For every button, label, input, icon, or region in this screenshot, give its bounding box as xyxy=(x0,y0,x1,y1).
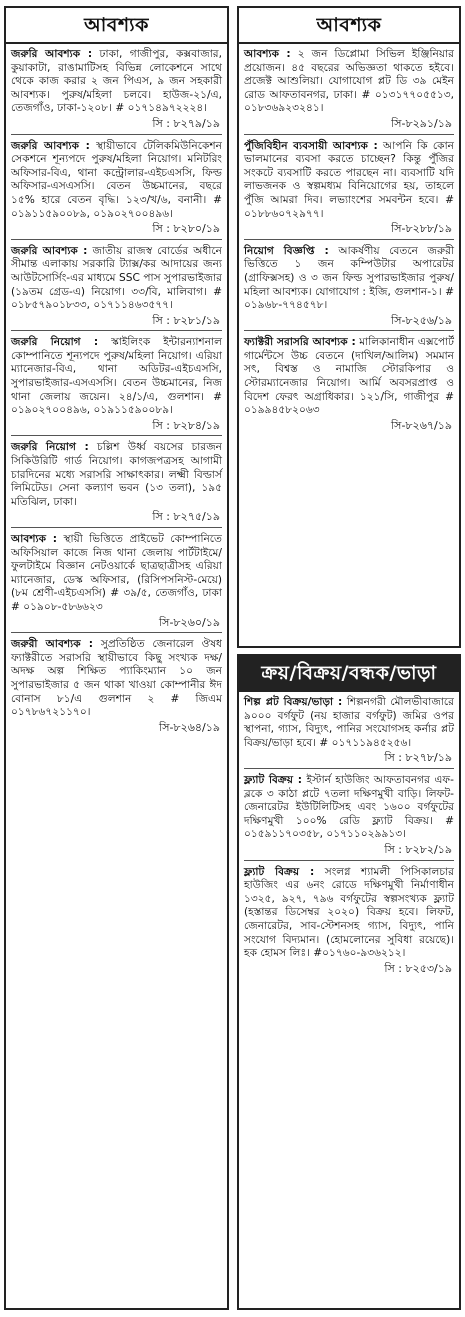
ad-code: সি : ৮২৮১/১৯ xyxy=(152,313,220,327)
classified-ad xyxy=(11,441,222,528)
ads-list xyxy=(6,44,227,737)
ad-title: ফ্যাক্টরী সরাসরি আবশ্যক : xyxy=(244,336,356,349)
ad-code: সি : ৮২৮০/১৯ xyxy=(152,222,220,236)
ad-title: জরুরি নিয়োগ : xyxy=(11,336,99,349)
ad-title: আবশ্যক : xyxy=(244,48,291,60)
ad-code: সি : ৮২৭৫/১৯ xyxy=(152,510,220,524)
ad-code: সি : ৮২৫৩/১৯ xyxy=(384,961,452,975)
ad-code: সি-৮২৬৭/১৯ xyxy=(391,418,452,432)
ad-title: জরুরি আবশ্যক : xyxy=(11,139,90,152)
column-header: ক্রয়/বিক্রয়/বন্ধক/ভাড়া xyxy=(239,656,459,692)
ad-body: চল্লিশ উর্ধ্ব বয়সের চারজন সিকিউরিটি গার্ড নিয়োগ। কাগজপত্রসহ আগামী চারদিনের মধ্যে সরাসরি সাক্ষাৎকার। লক্ষ্মী বিল্ডার্স লিমিটেড। সেনা কল্যাণ ভবন (১৩ তলা), ১৯৫ মতিঝিল, ঢাকা। xyxy=(11,441,222,508)
ad-body: মালিকানাধীন এক্সপোর্ট গার্মেন্টসে উচ্চ বেতনে (দাখিল/আলিম) সমমান সৎ, বিশ্বস্ত ও নামাজি স্টোরকিপার ও স্টোরম্যানেজার নিয়োগ। আর্মি অবসরপ্রাপ্ত ও বিদেশ ফেরৎ অগ্রাধিকার। ১২১/সি, গাজীপুর # ০১৯৯৪৫৮২০৬৩ xyxy=(244,336,454,417)
ad-title: পুঁজিবিহীন ব্যবসায়ী আবশ্যক : xyxy=(244,139,378,152)
ad-body: স্কাইলিংক ইন্টারন্যাশনাল কোম্পানিতে শূন্যপদে পুরুষ/মহিলা নিয়োগ। এরিয়া ম্যানেজার-বিএ, থানা অডিটর-এইচএসসি, সুপারভাইজার-এসএসসি। বেতন উচ্চমানের, নিজ থানা জেলায় জয়েন। ২৪/১/এ, গুলশান। # ০১৯০২৭০০৪৯৬, ০১৯১১৫৯০০৮৯। xyxy=(11,336,222,417)
classified-ad xyxy=(244,245,454,332)
column-header: আবশ্যক xyxy=(239,8,459,44)
ad-code: সি : ৮২৭৮/১৯ xyxy=(384,751,452,765)
column-header: আবশ্যক xyxy=(6,8,227,44)
ad-title: ফ্ল্যাট বিক্রয় : xyxy=(244,865,315,878)
ads-list xyxy=(239,44,459,435)
ad-title: ফ্ল্যাট বিক্রয় : xyxy=(244,773,303,786)
ad-body: ২ জন ডিপ্লোমা সিভিল ইঞ্জিনিয়ার প্রয়োজন। ৪৫ বছরের অভিজ্ঞতা থাকতে হইবে। প্রজেক্ট আশুলিয়া। যোগাযোগ প্লট ডি ৩৯ মেইন রোড আফতাবনগর, ঢাকা। # ০১৩১৭৭০৫৫১৩, ০১৮৩৬৯২৩২৪১। xyxy=(244,48,454,115)
classified-ad xyxy=(244,696,454,769)
classified-ad xyxy=(11,533,222,633)
ad-body: স্থায়ীভাবে টেলিকমিউনিকেশন সেকশনে শূন্যপদে পুরুষ/মহিলা নিয়োগ। মনিটরিং অফিসার-বিএ, থানা কন্ট্রোলার-এইচএসসি, ফিল্ড অফিসার-এসএসসি। বেতন উচ্চমানের, বছরে ১৫% হারে বেতন বৃদ্ধি। ১২৩/খ/৬, বনানী। # ০১৯১১৫৯০০৮৯, ০১৯০২৭০০৪৯৬। xyxy=(11,139,222,220)
classified-ad xyxy=(11,638,222,737)
column-right-top xyxy=(237,6,461,648)
ad-title: জরুরি নিয়োগ : xyxy=(11,441,89,454)
ads-list xyxy=(239,692,459,978)
ad-title: আবশ্যক : xyxy=(11,533,58,545)
ad-code: সি-৮২৯১/১৯ xyxy=(391,116,452,130)
classified-ad xyxy=(11,336,222,436)
ad-title: শিল্প প্লট বিক্রয়/ভাড়া : xyxy=(244,696,343,708)
ad-body: আকর্ষণীয় বেতনে জরুরী ভিত্তিতে ১ জন কম্পিউটার অপারেটর (গ্রাফিক্সসহ) ও ৩ জন ফিল্ড সুপারভাইজার পুরুষ/মহিলা আবশ্যক। যোগাযোগ : ইজি, গুলশান-১। # ০১৯৬৮-৭৭৪৫৭৮। xyxy=(244,244,454,312)
classified-ad xyxy=(11,48,222,135)
ad-body: আপনি কি কোন ভালমানের ব্যবসা করতে চাচ্ছেন? কিন্তু পুঁজির সংকটে ব্যবসাটি করতে পারছেন না। ব্যবসাটি যদি লাভজনক ও স্বল্পমধ্যম বিনিয়োগের হয়, তাহলে পুঁজি আমরা দিব। লভ্যাংশের সমবন্টন হবে। # ০১৮৮৬০৭২৯৭৭। xyxy=(244,139,454,220)
ad-body: সুপ্রতিষ্ঠিত জেনারেল ঔষধ ফ্যাক্টরীতে সরাসরি স্থায়ীভাবে কিছু সংখ্যক দক্ষ/অদক্ষ অল্প শিক্ষিত প্যাকিংম্যান ১০ জন সুপারভাইজার ৫ জন থাকা খাওয়া কোম্পানীর ঈদ বোনাস ৮১/এ গুলশান ২ # জিএম ০১৭৮৬৭২১১৭০। xyxy=(11,638,222,719)
ad-body: জাতীয় রাজস্ব বোর্ডের অধীনে সীমান্ত এলাকায় সরকারি ট্যাক্স/কর আদায়ের জন্য আউটসোর্সিং-এর মাধ্যমে SSC পাস সুপারভাইজার (১৯তম গ্রেড-এ) নিয়োগ। ৩৩/বি, মালিবাগ। # ০১৮৫৭৯০১৮৩৩, ০১৭১১৪৬৩৫৭৭। xyxy=(11,244,222,312)
ad-body: ইস্টার্ন হাউজিং আফতাবনগর এফ-ব্লকে ৩ কাঠা প্লটে ৭তলা দক্ষিণমুখী বাড়ি। লিফট-জেনারেটর ইউটিলিটিসহ এবং ১৬০০ বর্গফুটের দক্ষিণমুখী ১০০% রেডি ফ্ল্যাট বিক্রয়। # ০১৫৯১১৭০৩৫৮, ০১৭১১০২৯৯১৩। xyxy=(244,773,454,841)
ad-code: সি-৮২৬০/১৯ xyxy=(159,615,220,629)
column-left xyxy=(4,6,229,1310)
ad-title: নিয়োগ বিজ্ঞপ্তি : xyxy=(244,244,329,257)
ad-code: সি-৮২৬৪/১৯ xyxy=(159,720,220,734)
ad-code: সি : ৮২৮২/১৯ xyxy=(384,842,452,856)
ad-title: জরুরী আবশ্যক : xyxy=(11,638,94,651)
ad-body: সংলগ্ন শ্যামলী পিসিকালচার হাউজিং এর ৬নং রোডে দক্ষিণমুখী নির্মাণাধীন ১৩২৫, ৯২৭, ৭৯৬ বর্গফুটের স্বল্পসংখ্যক ফ্ল্যাট (হস্তান্তর ডিসেম্বর ২০২০) বিক্রয় হবে। লিফট, জেনারেটর, সাব-স্টেশনসহ গ্যাস, বিদ্যুৎ, পানি সংযোগ বিদ্যমান। (হোমলোনের সুবিধা রয়েছে)। হক হোমস লিঃ। #০১৭৬০-৯৩৬২১২। xyxy=(244,865,455,960)
ad-code: সি-৮২৫৬/১৯ xyxy=(391,313,452,327)
ad-code: সি : ৮২৭৯/১৯ xyxy=(152,116,220,130)
classified-ad xyxy=(11,245,222,332)
ad-body: ঢাকা, গাজীপুর, কক্সবাজার, কুয়াকাটা, রাঙামাটিসহ বিভিন্ন লোকেশনে সাথে থেকে কাজ করার ২ জন পিএস, ৯ জন সহকারী আবশ্যক। পুরুষ/মহিলা চলবে। হাউজ-২১/এ, তেজগাঁও, ঢাকা-১২০৮। # ০১৭১৪৯৭২২২৪। xyxy=(11,48,222,115)
classified-ad xyxy=(11,140,222,240)
classified-ad xyxy=(244,48,454,135)
ad-title: জরুরি আবশ্যক : xyxy=(11,244,88,257)
classified-ad xyxy=(244,336,454,435)
ad-body: শিল্পনগরী মৌলভীবাজারে ৯০০০ বর্গফুট (নয় হাজার বর্গফুট) জমির ওপর স্থাপনা, গ্যাস, বিদ্যুৎ, পানির সংযোগসহ কর্নার প্লট বিক্রয়/ভাড়া হবে। # ০১৭১১৯৪৫২৫৬। xyxy=(244,696,454,749)
ad-title: জরুরি আবশ্যক : xyxy=(11,48,93,60)
ad-code: সি-৮২৮৮/১৯ xyxy=(391,222,452,236)
classified-ad xyxy=(244,866,454,979)
column-right-bottom xyxy=(237,654,461,1310)
classified-ad xyxy=(244,774,454,861)
ad-code: সি : ৮২৮৪/১৯ xyxy=(152,418,220,432)
ad-body: স্থায়ী ভিত্তিতে প্রাইভেট কোম্পানিতে অফিসিয়াল কাজে নিজ থানা জেলায় পার্টটাইমে/ফুলটাইমে বিজ্ঞান নেটওয়ার্কে ছাত্রছাত্রীসহ এরিয়া ম্যানেজার, ডেস্ক অফিসার, (রিসিপসনিস্ট-মেয়ে) (৮ম শ্রেণী-এইচএসসি) # ৩৯/৫, তেজগাঁও, ঢাকা # ০১৯০৮-৫৮৬৬২৩ xyxy=(11,533,222,613)
classified-ad xyxy=(244,140,454,240)
